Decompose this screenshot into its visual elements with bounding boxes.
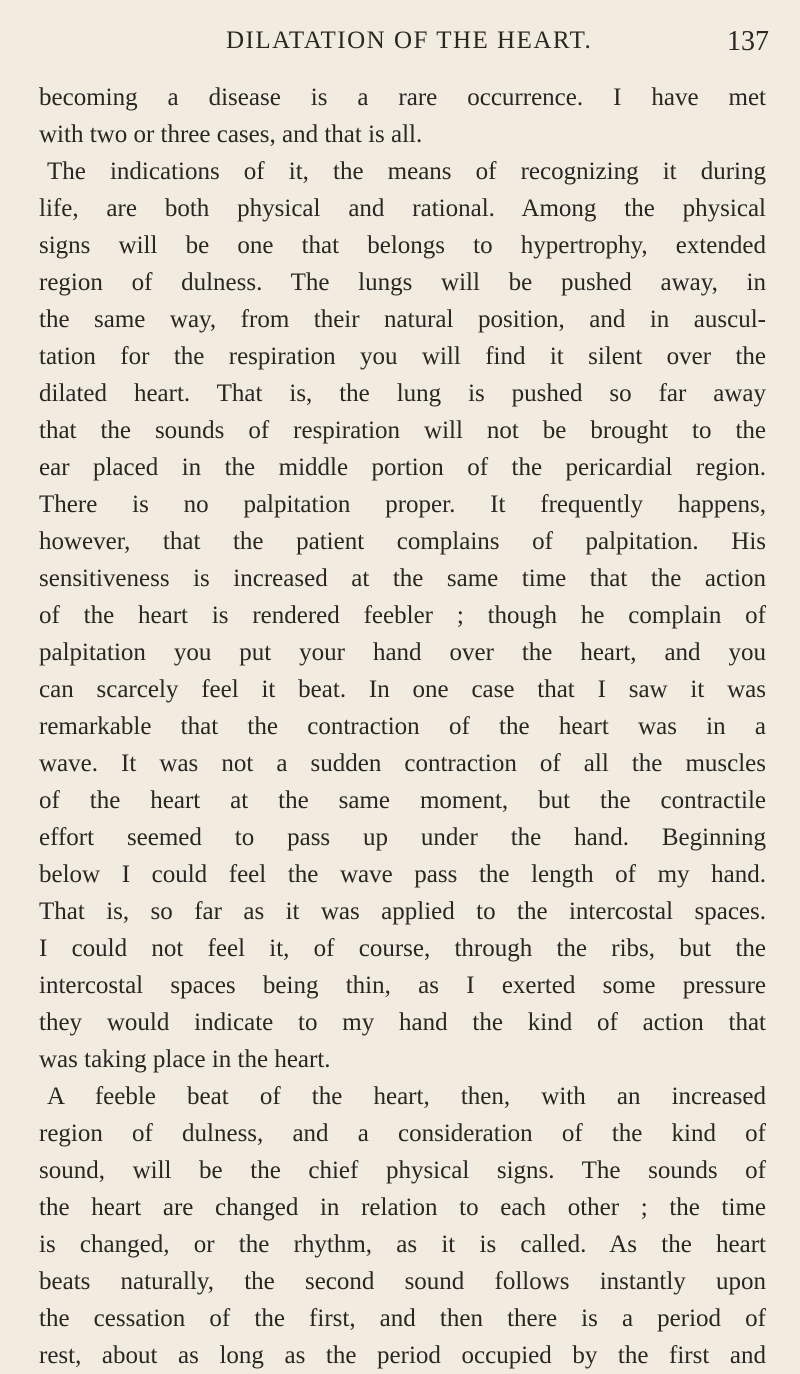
text-line: That is, so far as it was applied to the intercostal spaces. [39,898,766,925]
text-line: region of dulness. The lungs will be pushed away, in [39,269,766,296]
text-line: tation for the respiration you will find it silent over the [39,343,766,370]
text-line: effort seemed to pass up under the hand. Beginning [39,824,766,851]
text-line: There is no palpitation proper. It frequently happens, [39,491,766,518]
text-line: The indications of it, the means of recognizing it during [47,158,766,185]
text-line: however, that the patient complains of palpitation. His [39,528,766,555]
text-line: I could not feel it, of course, through the ribs, but the [39,935,766,962]
text-line: wave. It was not a sudden contraction of all the muscles [39,750,766,777]
text-line: becoming a disease is a rare occurrence. I have met [39,84,766,111]
text-line: below I could feel the wave pass the length of my hand. [39,861,766,888]
running-title: DILATATION OF THE HEART. [226,27,593,54]
text-line: intercostal spaces being thin, as I exerted some pressure [39,972,766,999]
text-line: ear placed in the middle portion of the pericardial region. [39,454,766,481]
text-line: of the heart at the same moment, but the contractile [39,787,766,814]
text-line: remarkable that the contraction of the heart was in a [39,713,766,740]
text-line: that the sounds of respiration will not be brought to the [39,417,766,444]
page-number: 137 [727,26,769,57]
text-line: sound, will be the chief physical signs. The sounds of [39,1157,766,1184]
text-line: the same way, from their natural position, and in auscul- [39,306,766,333]
text-line: is changed, or the rhythm, as it is called. As the heart [39,1231,766,1258]
text-line: the heart are changed in relation to each other ; the time [39,1194,766,1221]
text-line: life, are both physical and rational. Among the physical [39,195,766,222]
text-line: can scarcely feel it beat. In one case that I saw it was [39,676,766,703]
text-line: sensitiveness is increased at the same time that the action [39,565,766,592]
text-line: with two or three cases, and that is all. [39,121,423,148]
running-header [0,18,800,58]
body-text [39,79,766,1374]
text-line: signs will be one that belongs to hypertrophy, extended [39,232,766,259]
text-line: beats naturally, the second sound follows instantly upon [39,1268,766,1295]
text-line: palpitation you put your hand over the heart, and you [39,639,766,666]
text-line: they would indicate to my hand the kind of action that [39,1009,766,1036]
text-line: A feeble beat of the heart, then, with an increased [47,1083,766,1110]
text-line: of the heart is rendered feebler ; though he complain of [39,602,766,629]
text-line: was taking place in the heart. [39,1046,331,1073]
text-line: dilated heart. That is, the lung is pushed so far away [39,380,766,407]
text-line: region of dulness, and a consideration of the kind of [39,1120,766,1147]
text-line: the cessation of the first, and then there is a period of [39,1305,766,1332]
text-line: rest, about as long as the period occupied by the first and [39,1342,766,1369]
